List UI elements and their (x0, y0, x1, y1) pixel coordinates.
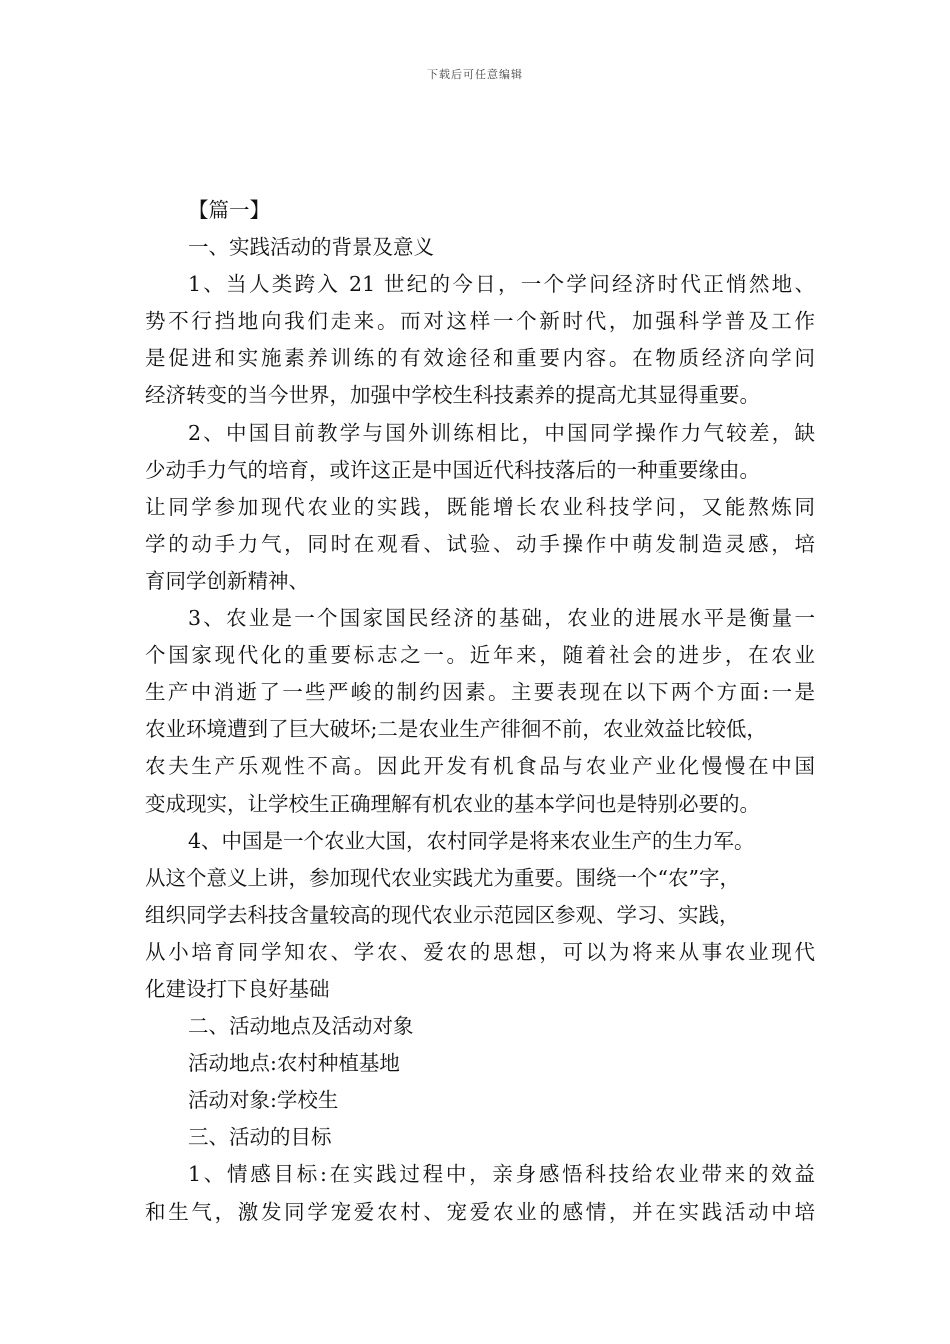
text-line: 1、情感目标:在实践过程中，亲身感悟科技给农业带来的效益 (188, 1162, 815, 1187)
text-line: 和生气，激发同学宠爱农村、宠爱农业的感情，并在实践活动中培 (145, 1199, 815, 1224)
text-line: 1、当人类跨入 21 世纪的今日，一个学问经济时代正悄然地、 (188, 272, 815, 297)
text-line: 让同学参加现代农业的实践，既能增长农业科技学问，又能熬炼同 (145, 494, 815, 519)
text-line: 4、中国是一个农业大国，农村同学是将来农业生产的生力军。 (188, 828, 755, 853)
text-line: 化建设打下良好基础 (145, 976, 330, 1001)
text-line: 少动手力气的培育，或许这正是中国近代科技落后的一种重要缘由。 (145, 457, 760, 482)
text-line: 经济转变的当今世界，加强中学校生科技素养的提高尤其显得重要。 (145, 383, 760, 408)
text-line: 2、中国目前教学与国外训练相比，中国同学操作力气较差，缺 (188, 420, 815, 445)
text-line: 农业环境遭到了巨大破坏;二是农业生产徘徊不前，农业效益比较低， (145, 717, 767, 742)
text-line: 变成现实，让学校生正确理解有机农业的基本学问也是特别必要的。 (145, 791, 760, 816)
text-line: 学的动手力气，同时在观看、试验、动手操作中萌发制造灵感，培 (145, 531, 815, 556)
document-body (145, 192, 815, 1231)
text-line: 一、实践活动的背景及意义 (188, 235, 434, 260)
header-note: 下载后可任意编辑 (427, 68, 523, 81)
text-line: 活动地点:农村种植基地 (188, 1051, 400, 1076)
text-line: 组织同学去科技含量较高的现代农业示范园区参观、学习、实践， (145, 902, 740, 927)
text-line: 势不行挡地向我们走来。而对这样一个新时代，加强科学普及工作 (145, 309, 815, 334)
text-line: 是促进和实施素养训练的有效途径和重要内容。在物质经济向学问 (145, 346, 815, 371)
text-line: 从这个意义上讲，参加现代农业实践尤为重要。围绕一个“农”字， (145, 865, 740, 890)
text-line: 生产中消逝了一些严峻的制约因素。主要表现在以下两个方面:一是 (145, 680, 815, 705)
text-line: 个国家现代化的重要标志之一。近年来，随着社会的进步，在农业 (145, 643, 815, 668)
text-line: 活动对象:学校生 (188, 1088, 339, 1113)
text-line: 育同学创新精神、 (145, 568, 309, 593)
text-line: 农夫生产乐观性不高。因此开发有机食品与农业产业化慢慢在中国 (145, 754, 815, 779)
text-line: 3、农业是一个国家国民经济的基础，农业的进展水平是衡量一 (188, 606, 815, 631)
text-line: 三、活动的目标 (188, 1125, 332, 1150)
text-line: 从小培育同学知农、学农、爱农的思想，可以为将来从事农业现代 (145, 939, 815, 964)
text-line: 【篇一】 (188, 198, 270, 222)
text-line: 二、活动地点及活动对象 (188, 1014, 414, 1039)
